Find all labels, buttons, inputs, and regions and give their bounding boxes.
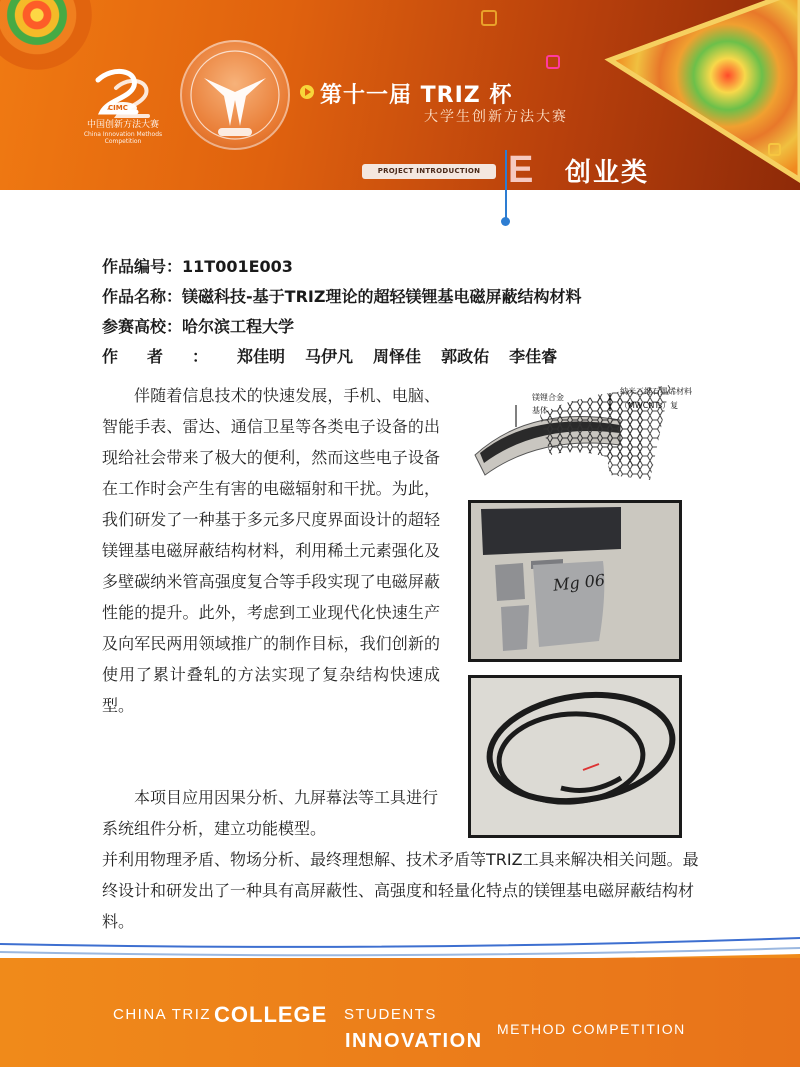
triz-emblem	[180, 40, 290, 150]
category-name: 创业类	[565, 158, 650, 188]
header-banner	[0, 0, 800, 190]
competition-subtitle: 大学生创新方法大赛	[424, 109, 568, 125]
deco-square-pink	[546, 55, 560, 69]
sample-handwriting: Mg 06	[552, 570, 606, 595]
description-paragraph-2: 本项目应用因果分析、九屏幕法等工具进行系统组件分析，建立功能模型。	[102, 788, 439, 838]
accent-line	[505, 150, 507, 218]
project-intro-label: PROJECT INTRODUCTION	[362, 164, 496, 179]
info-row-school	[102, 312, 581, 342]
author-5: 李佳睿	[509, 347, 558, 366]
accent-dot	[501, 217, 510, 226]
material-samples-photo	[468, 500, 682, 662]
author-4: 郭政佑	[441, 347, 490, 366]
deco-square-yellow-2	[768, 143, 781, 156]
competition-title-group	[300, 78, 568, 125]
material-structure-diagram	[470, 375, 700, 485]
footer-word-method-competition: METHOD COMPETITION	[497, 1021, 686, 1037]
author-3: 周怿佳	[373, 347, 422, 366]
cimc-abbr: CIMC	[108, 104, 128, 112]
diagram-label-graphene: 纳米三维石墨烯材料（MWCNTs）复	[620, 387, 692, 410]
name-label: 作品名称：	[102, 287, 183, 306]
cimc-name-en: China Innovation Methods Competition	[83, 131, 163, 145]
description-paragraph-3: 并利用物理矛盾、物场分析、最终理想解、技术矛盾等TRIZ工具来解决相关问题。最终设计和研发出了一种具有高屏蔽性、高强度和轻量化特点的镁锂基电磁屏蔽结构材料。	[102, 850, 699, 931]
school-label: 参赛高校：	[102, 317, 183, 336]
footer-word-students: STUDENTS	[344, 1006, 437, 1023]
deco-square-yellow	[481, 10, 497, 26]
name-value: 镁磁科技-基于TRIZ理论的超轻镁锂基电磁屏蔽结构材料	[182, 287, 582, 306]
cable-photo-graphic	[471, 678, 679, 835]
info-row-name	[102, 282, 581, 312]
footer-word-china-triz: CHINA TRIZ	[113, 1006, 212, 1023]
author-1: 郑佳明	[237, 347, 286, 366]
description-paragraph-1: 伴随着信息技术的快速发展，手机、电脑、智能手表、雷达、通信卫星等各类电子设备的出现给社会带来了极大的便利，然而这些电子设备在工作时会产生有害的电磁辐射和干扰。为此，我们研发了一种基于多元多尺度界面设计的超轻镁锂基电磁屏蔽结构材料，利用稀土元素强化及多壁碳纳米管高强度复合等手段实现了电磁屏蔽性能的提升。此外，考虑到工业现代化快速生产及向军民两用领域推广的制作目标，我们创新的使用了累计叠轧的方法实现了复杂结构快速成型。	[102, 386, 440, 715]
footer-word-college: COLLEGE	[214, 1002, 328, 1027]
category-letter: E	[508, 149, 534, 190]
project-info	[102, 252, 581, 372]
id-value: 11T001E003	[182, 257, 293, 276]
cimc-name-cn: 中国创新方法大赛	[86, 120, 159, 130]
author-2: 马伊凡	[305, 347, 354, 366]
cable-product-photo	[468, 675, 682, 838]
play-icon	[300, 85, 314, 99]
competition-title: 第十一届 TRIZ 杯	[320, 83, 513, 108]
info-row-id	[102, 252, 581, 282]
triz-emblem-mark	[180, 40, 290, 150]
diagram-label-alloy: 镁锂合金基体	[532, 393, 564, 415]
footer-word-innovation: INNOVATION	[345, 1030, 483, 1052]
info-row-authors	[102, 342, 581, 372]
cimc-caption	[68, 120, 178, 145]
school-value: 哈尔滨工程大学	[182, 317, 295, 336]
id-label: 作品编号：	[102, 257, 183, 276]
author-label: 作者：	[102, 347, 238, 366]
